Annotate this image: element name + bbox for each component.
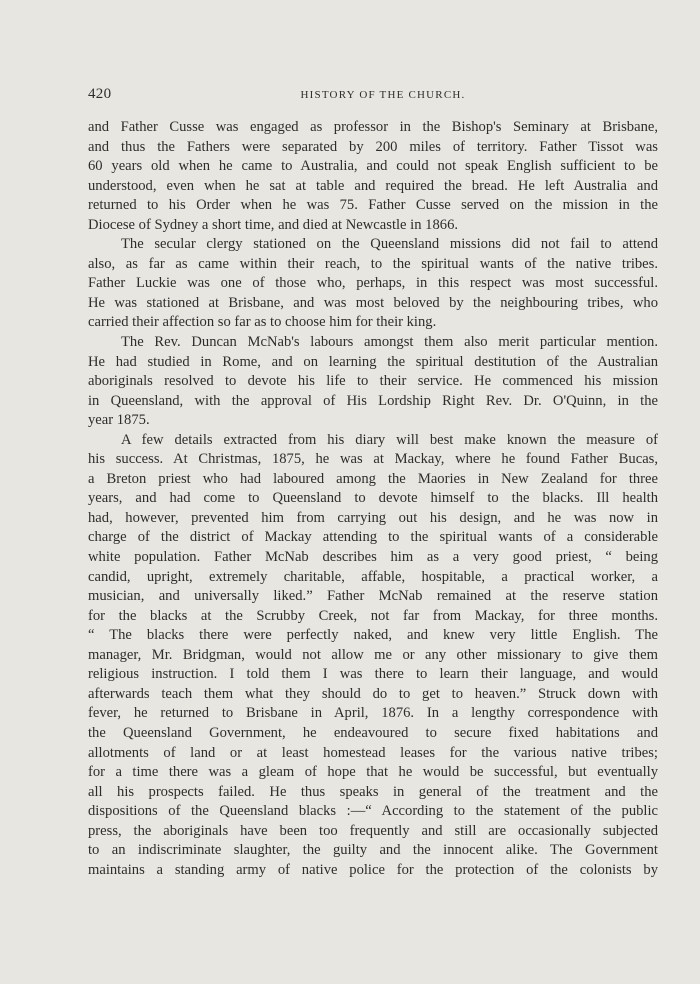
text-line: for the blacks at the Scrubby Creek, not far from Mackay, for three months. bbox=[88, 607, 658, 624]
text-line: A few details extracted from his diary will best make known the measure of bbox=[121, 431, 658, 448]
text-line: charge of the district of Mackay attending to the spiritual wants of a considerable bbox=[88, 529, 658, 546]
text-line: press, the aboriginals have been too frequently and still are occasionally subjected bbox=[88, 822, 658, 839]
text-line: in Queensland, with the approval of His Lordship Right Rev. Dr. O'Quinn, in the bbox=[88, 392, 658, 409]
text-line: The Rev. Duncan McNab's labours amongst them also merit particular mention. bbox=[121, 334, 658, 351]
text-line: year 1875. bbox=[88, 412, 150, 429]
body-text bbox=[88, 118, 658, 880]
text-line: He was stationed at Brisbane, and was most beloved by the neighbouring tribes, who bbox=[88, 294, 658, 311]
running-head: HISTORY OF THE CHURCH. bbox=[300, 89, 466, 101]
text-line: aboriginals resolved to devote his life to their service. He commenced his mission bbox=[88, 373, 658, 390]
text-line: and thus the Fathers were separated by 200 miles of territory. Father Tissot was bbox=[88, 138, 658, 155]
text-line: for a time there was a gleam of hope that he would be successful, but eventually bbox=[88, 764, 658, 781]
text-line: He had studied in Rome, and on learning the spiritual destitution of the Australian bbox=[88, 353, 658, 370]
text-line: the Queensland Government, he endeavoured to secure fixed habitations and bbox=[88, 724, 658, 741]
text-line: maintains a standing army of native police for the protection of the colonists by bbox=[88, 861, 658, 878]
text-line: Father Luckie was one of those who, perhaps, in this respect was most successful. bbox=[88, 275, 658, 292]
text-line: Diocese of Sydney a short time, and died at Newcastle in 1866. bbox=[88, 216, 459, 233]
text-line: dispositions of the Queensland blacks :—“ According to the statement of the public bbox=[88, 803, 658, 820]
text-line: “ The blacks there were perfectly naked, and knew very little English. The bbox=[88, 627, 658, 644]
text-line: had, however, prevented him from carrying out his design, and he was now in bbox=[88, 509, 658, 526]
page-number: 420 bbox=[88, 86, 112, 102]
text-line: 60 years old when he came to Australia, and could not speak English sufficient to be bbox=[88, 158, 658, 175]
text-line: a Breton priest who had laboured among the Maories in New Zealand for three bbox=[88, 470, 658, 487]
text-line: allotments of land or at least homestead leases for the various native tribes; bbox=[88, 744, 658, 761]
text-line: fever, he returned to Brisbane in April, 1876. In a lengthy correspondence with bbox=[88, 705, 658, 722]
text-line: to an indiscriminate slaughter, the guilty and the innocent alike. The Government bbox=[88, 842, 658, 859]
text-line: also, as far as came within their reach, to the spiritual wants of the native tribes. bbox=[88, 255, 658, 272]
text-line: all his prospects failed. He thus speaks in general of the treatment and the bbox=[88, 783, 658, 800]
text-line: manager, Mr. Bridgman, would not allow me or any other missionary to give them bbox=[88, 646, 658, 663]
text-line: musician, and universally liked.” Father McNab remained at the reserve station bbox=[88, 588, 658, 605]
page-header bbox=[88, 86, 658, 106]
text-line: The secular clergy stationed on the Queensland missions did not fail to attend bbox=[121, 236, 658, 253]
text-line: religious instruction. I told them I was there to learn their language, and would bbox=[88, 666, 658, 683]
text-line: carried their affection so far as to choose him for their king. bbox=[88, 314, 437, 331]
text-line: his success. At Christmas, 1875, he was at Mackay, where he found Father Bucas, bbox=[88, 451, 658, 468]
text-line: and Father Cusse was engaged as professor in the Bishop's Seminary at Brisbane, bbox=[88, 119, 658, 135]
text-line: candid, upright, extremely charitable, affable, hospitable, a practical worker, a bbox=[88, 568, 658, 585]
text-line: afterwards teach them what they should do to get to heaven.” Struck down with bbox=[88, 685, 658, 702]
text-line: white population. Father McNab describes him as a very good priest, “ being bbox=[88, 549, 658, 566]
text-line: returned to his Order when he was 75. Father Cusse served on the mission in the bbox=[88, 197, 658, 214]
text-line: understood, even when he sat at table and required the bread. He left Australia and bbox=[88, 177, 658, 194]
text-line: years, and had come to Queensland to devote himself to the blacks. Ill health bbox=[88, 490, 658, 507]
